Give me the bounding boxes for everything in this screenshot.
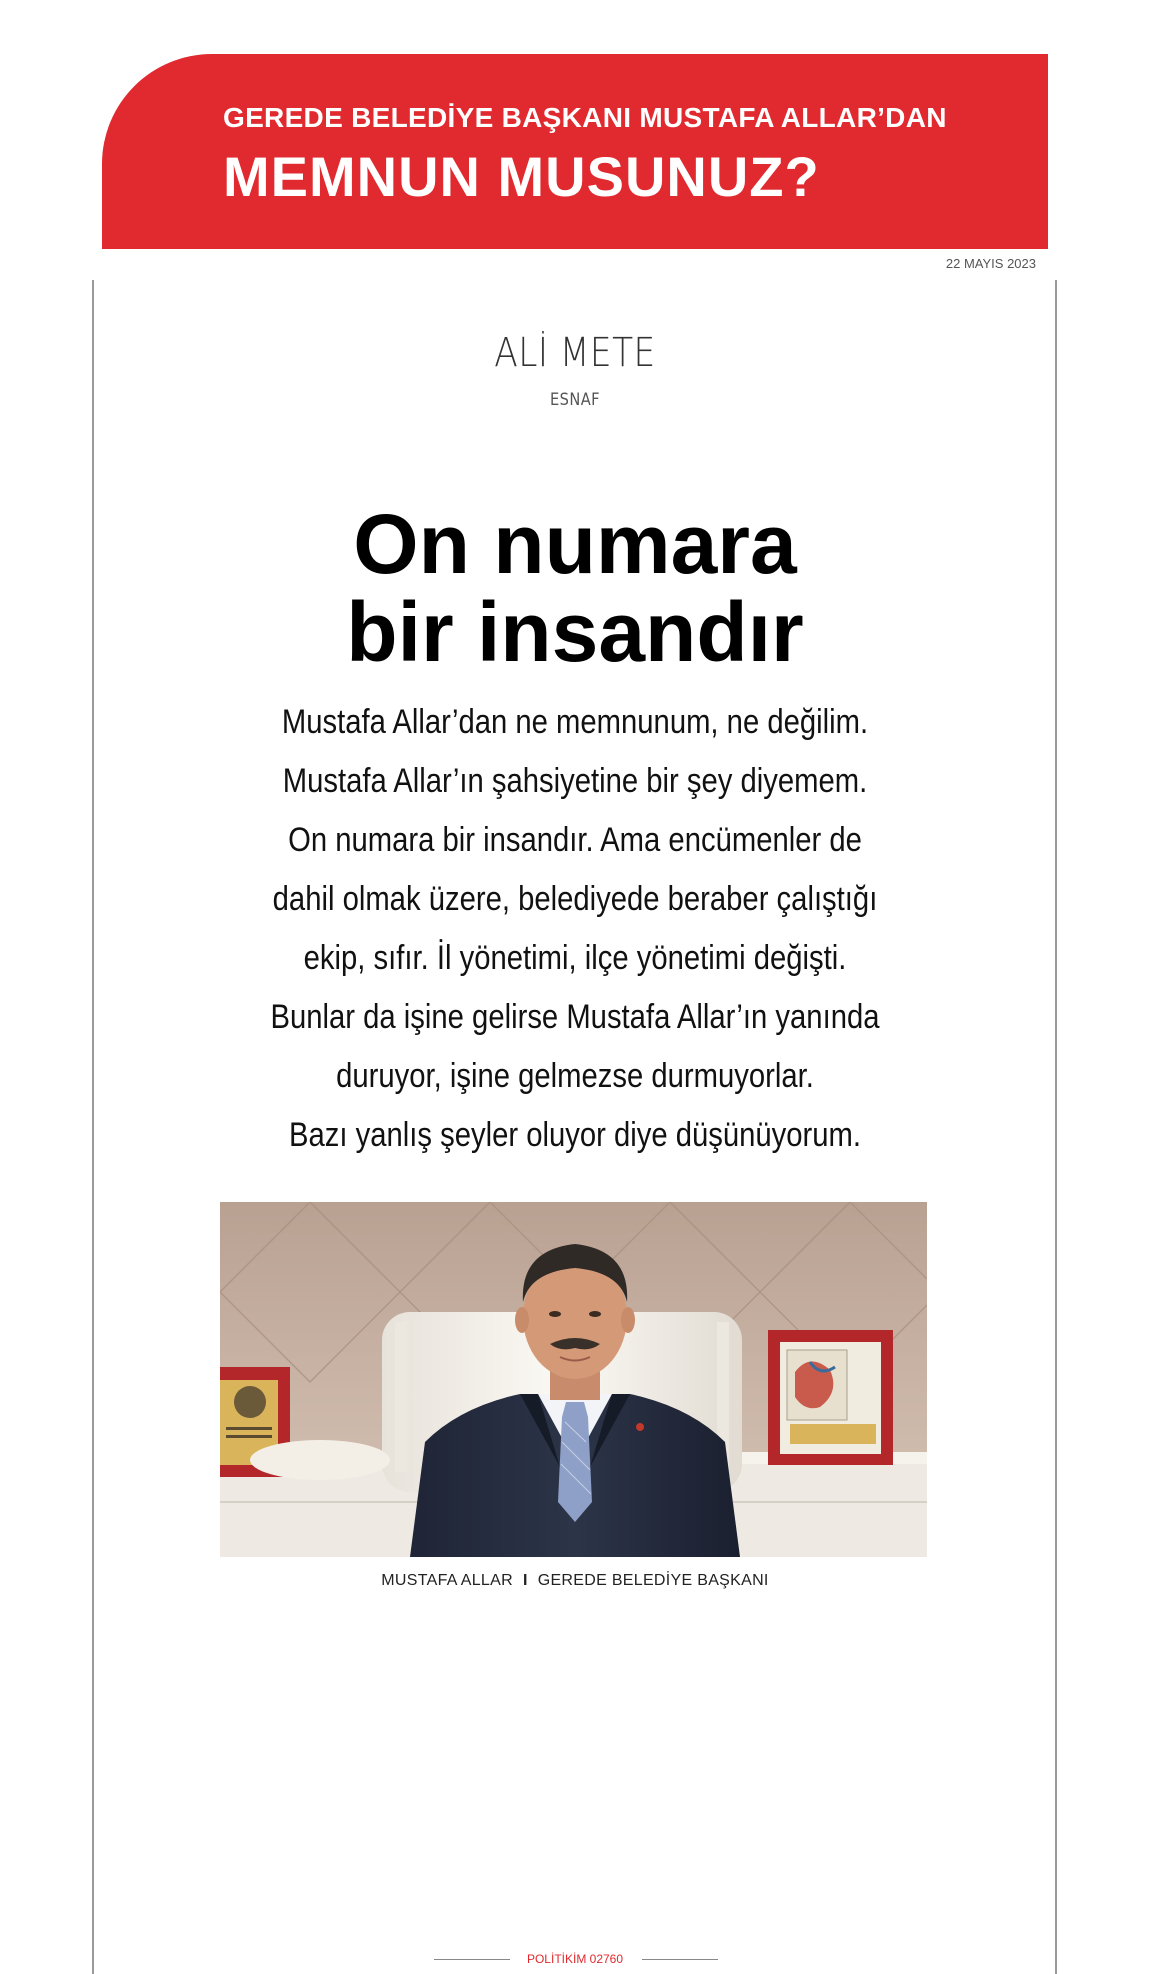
quote-line: Bazı yanlış şeyler oluyor diye düşünüyorum. xyxy=(288,1116,862,1154)
quote-line: ekip, sıfır. İl yönetimi, ilçe yönetimi değişti. xyxy=(303,939,847,977)
headline-line-2: bir insandır xyxy=(346,585,804,679)
mayor-photo xyxy=(220,1202,927,1557)
headline xyxy=(0,497,1150,679)
caption-title: GEREDE BELEDİYE BAŞKANI xyxy=(537,1572,769,1589)
quote-line: On numara bir insandır. Ama encümenler de xyxy=(288,821,862,859)
quote-line: duruyor, işine gelmezse durmuyorlar. xyxy=(336,1057,814,1095)
author-name: ALİ METE xyxy=(494,330,656,376)
quote-line: Mustafa Allar’dan ne memnunum, ne değilim. xyxy=(281,703,869,741)
quote-line: Bunlar da işine gelirse Mustafa Allar’ın yanında xyxy=(270,998,880,1036)
publish-date: 22 MAYIS 2023 xyxy=(945,256,1036,271)
author-role: ESNAF xyxy=(549,390,601,410)
footer-code: POLİTİKİM 02760 xyxy=(526,1952,624,1966)
header-subtitle: GEREDE BELEDİYE BAŞKANI MUSTAFA ALLAR’DAN xyxy=(223,102,947,133)
caption-name: MUSTAFA ALLAR xyxy=(381,1572,513,1589)
page-title: MEMNUN MUSUNUZ? xyxy=(223,145,820,208)
quote-line: dahil olmak üzere, belediyede beraber çalıştığı xyxy=(272,880,878,918)
quote-text xyxy=(81,693,1070,1165)
headline-line-1: On numara xyxy=(353,497,797,591)
caption-separator: I xyxy=(522,1572,528,1589)
photo-caption xyxy=(0,1572,1150,1590)
quote-line: Mustafa Allar’ın şahsiyetine bir şey diyemem. xyxy=(282,762,868,800)
